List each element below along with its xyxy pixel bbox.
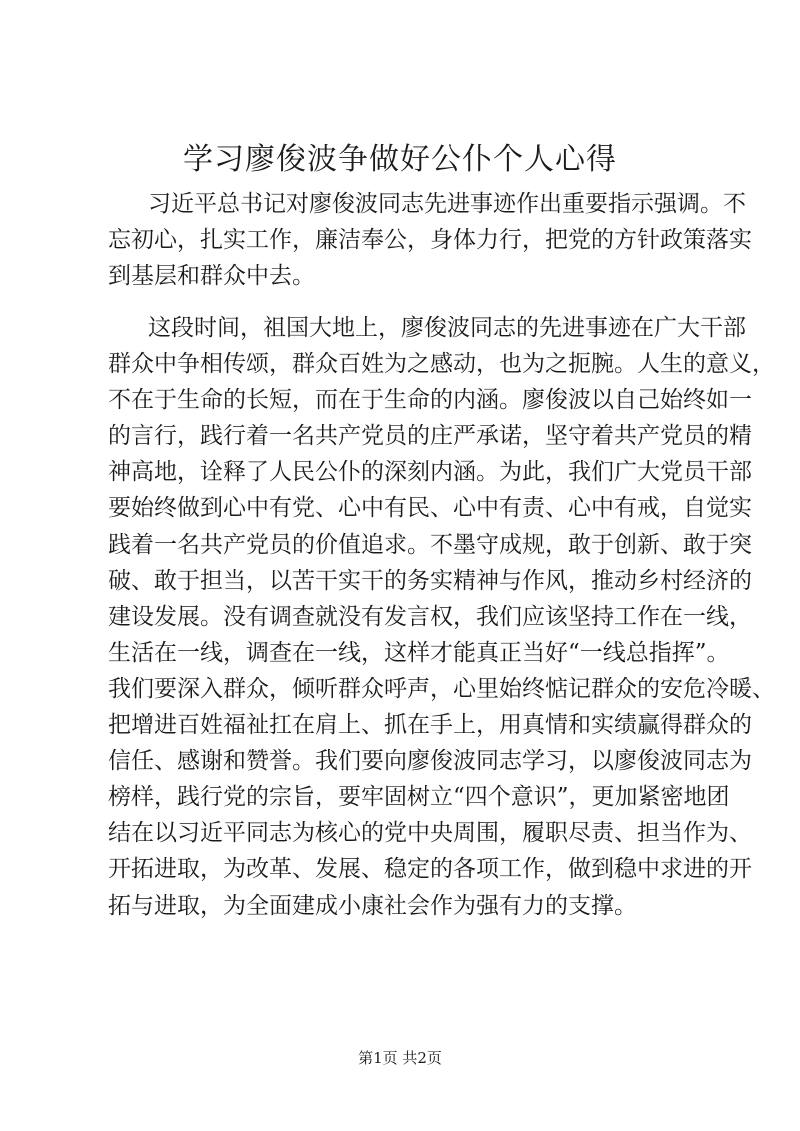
paragraph-line: 这段时间，祖国大地上，廖俊波同志的先进事迹在广大干部 <box>148 315 746 341</box>
paragraph-line: 我们要深入群众，倾听群众呼声，心里始终惦记群众的安危冷暖、 <box>108 675 775 702</box>
paragraph-line: 神高地，诠释了人民公仆的深刻内涵。为此，我们广大党员干部 <box>108 459 752 486</box>
page-number-footer: 第1页 共2页 <box>358 1049 442 1067</box>
paragraph-line: 拓与进取，为全面建成小康社会作为强有力的支撑。 <box>108 892 637 919</box>
paragraph-line: 结在以习近平同志为核心的党中央周围，履职尽责、担当作为、 <box>108 820 752 847</box>
paragraph-line: 忘初心，扎实工作，廉洁奉公，身体力行，把党的方针政策落实 <box>108 227 752 254</box>
paragraph-line: 的言行，践行着一名共产党员的庄严承诺，坚守着共产党员的精 <box>108 423 752 450</box>
paragraph-line: 建设发展。没有调查就没有发言权，我们应该坚持工作在一线， <box>108 603 752 630</box>
paragraph-line: 要始终做到心中有党、心中有民、心中有责、心中有戒，自觉实 <box>108 495 752 522</box>
document-title: 学习廖俊波争做好公仆个人心得 <box>183 142 617 177</box>
paragraph-line: 破、敢于担当，以苦干实干的务实精神与作风，推动乡村经济的 <box>108 567 752 594</box>
paragraph-2 <box>108 310 775 924</box>
paragraph-line: 信任、感谢和赞誉。我们要向廖俊波同志学习，以廖俊波同志为 <box>108 748 752 775</box>
paragraph-line: 践着一名共产党员的价值追求。不墨守成规，敢于创新、敢于突 <box>108 531 752 558</box>
paragraph-1 <box>108 186 752 294</box>
paragraph-line: 习近平总书记对廖俊波同志先进事迹作出重要指示强调。不 <box>148 191 746 217</box>
paragraph-line: 开拓进取，为改革、发展、稳定的各项工作，做到稳中求进的开 <box>108 856 752 883</box>
paragraph-line: 生活在一线，调查在一线，这样才能真正当好“一线总指挥”。 <box>108 639 730 666</box>
paragraph-line: 到基层和群众中去。 <box>108 263 315 290</box>
paragraph-line: 榜样，践行党的宗旨，要牢固树立“四个意识”，更加紧密地团 <box>108 784 730 811</box>
paragraph-line: 群众中争相传颂，群众百姓为之感动，也为之扼腕。人生的意义， <box>108 351 775 378</box>
paragraph-line: 把增进百姓福祉扛在肩上、抓在手上，用真情和实绩赢得群众的 <box>108 712 752 739</box>
paragraph-line: 不在于生命的长短，而在于生命的内涵。廖俊波以自己始终如一 <box>108 387 752 414</box>
